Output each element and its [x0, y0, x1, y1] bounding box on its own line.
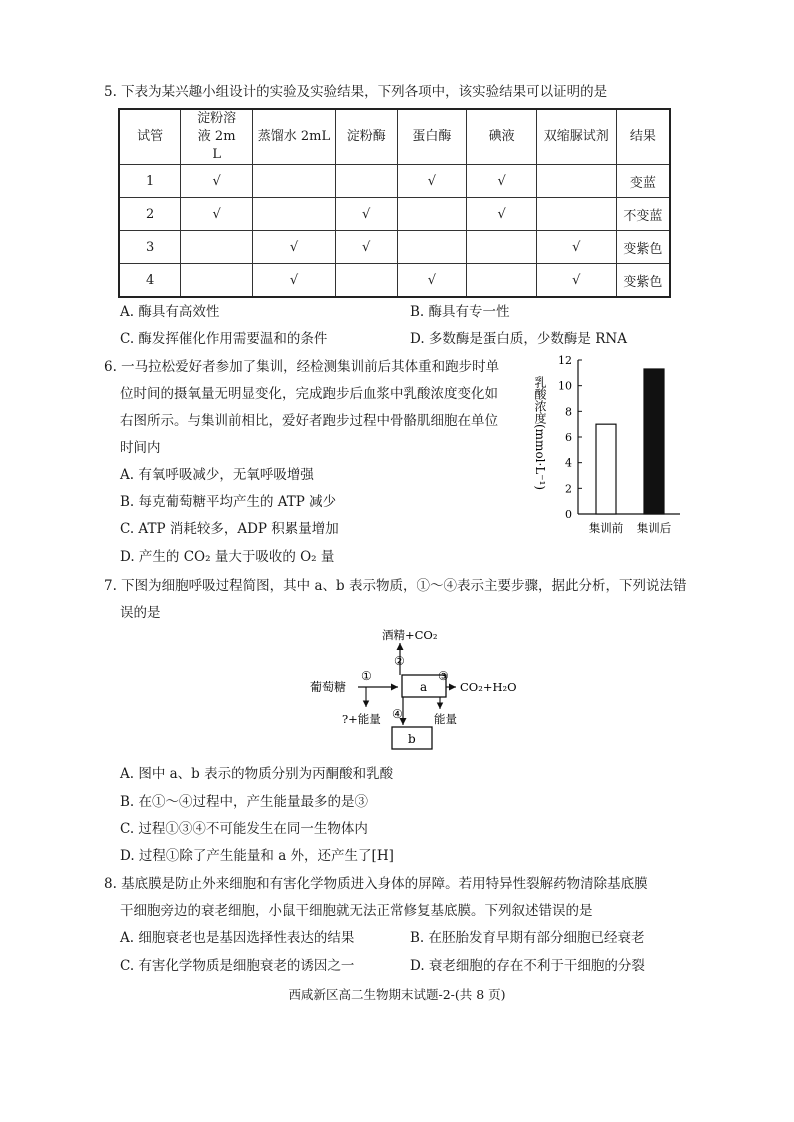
alcohol-label: 酒精+CO₂ [382, 628, 438, 642]
table-cell: √ [397, 165, 467, 198]
table-cell: √ [253, 231, 336, 264]
table-header: 淀粉酶 [335, 109, 397, 165]
respiration-diagram [270, 625, 540, 755]
table-cell [536, 198, 616, 231]
table-cell: √ [335, 231, 397, 264]
step3-label: ③ [438, 669, 449, 683]
table-header-row [119, 109, 670, 165]
table-header: 试管 [119, 109, 181, 165]
box-a-label: a [420, 680, 428, 694]
table-header: 蒸馏水 2mL [253, 109, 336, 165]
q5-option-d: D. 多数酶是蛋白质，少数酶是 RNA [410, 331, 627, 347]
q5-option-c: C. 酶发挥催化作用需要温和的条件 [120, 331, 328, 347]
table-header: 淀粉溶液 2mL [181, 109, 253, 165]
table-cell: √ [335, 198, 397, 231]
table-row [119, 231, 670, 264]
q8-option-d: D. 衰老细胞的存在不利于干细胞的分裂 [410, 958, 645, 974]
table-row [119, 198, 670, 231]
table-cell [181, 264, 253, 298]
bar-before-training [596, 424, 616, 514]
table-cell [397, 231, 467, 264]
table-cell: √ [181, 165, 253, 198]
table-row [119, 165, 670, 198]
q8-option-b: B. 在胚胎发育早期有部分细胞已经衰老 [410, 930, 645, 946]
table-cell: √ [467, 165, 537, 198]
q7-option-a: A. 图中 a、b 表示的物质分别为丙酮酸和乳酸 [120, 766, 394, 782]
y-tick-label: 4 [565, 456, 572, 470]
table-cell: √ [467, 198, 537, 231]
table-cell: 变紫色 [616, 231, 670, 264]
table-cell [467, 231, 537, 264]
glucose-label: 葡萄糖 [310, 680, 347, 694]
table-cell: 1 [119, 165, 181, 198]
category-label: 集训前 [588, 521, 624, 535]
energy2-label: 能量 [434, 712, 457, 726]
q8-option-a: A. 细胞衰老也是基因选择性表达的结果 [120, 930, 355, 946]
table-cell: 2 [119, 198, 181, 231]
q7-stem-line: 误的是 [120, 605, 161, 621]
table-cell [335, 165, 397, 198]
table-cell [536, 165, 616, 198]
table-cell: √ [397, 264, 467, 298]
q7-option-b: B. 在①～④过程中，产生能量最多的是③ [120, 794, 369, 810]
box-b-label: b [408, 732, 416, 746]
q6-option-c: C. ATP 消耗较多，ADP 积累量增加 [120, 521, 339, 537]
table-cell: √ [253, 264, 336, 298]
table-cell [253, 165, 336, 198]
lactic-acid-chart [530, 352, 690, 542]
table-cell [335, 264, 397, 298]
table-header: 结果 [616, 109, 670, 165]
y-tick-label: 6 [565, 431, 572, 444]
table-cell: 3 [119, 231, 181, 264]
table-header: 蛋白酶 [397, 109, 467, 165]
q6-stem-line: 6. 一马拉松爱好者参加了集训，经检测集训前后其体重和跑步时单 [104, 359, 500, 375]
bar-after-training [644, 369, 664, 514]
page-footer: 西咸新区高二生物期末试题-2-(共 8 页) [288, 987, 506, 1002]
q7-stem-line: 7. 下图为细胞呼吸过程简图，其中 a、b 表示物质，①～④表示主要步骤，据此分析，下列说法错 [104, 578, 687, 594]
y-tick-label: 0 [565, 508, 572, 521]
q5-option-b: B. 酶具有专一性 [410, 304, 510, 320]
q6-option-d: D. 产生的 CO₂ 量大于吸收的 O₂ 量 [120, 549, 335, 565]
q8-stem-line: 8. 基底膜是防止外来细胞和有害化学物质进入身体的屏障。若用特异性裂解药物清除基底膜 [104, 876, 648, 892]
category-label: 集训后 [636, 521, 672, 535]
table-cell [253, 198, 336, 231]
y-tick-label: 12 [558, 354, 572, 367]
table-cell: 4 [119, 264, 181, 298]
q8-stem-line: 干细胞旁边的衰老细胞，小鼠干细胞就无法正常修复基底膜。下列叙述错误的是 [120, 903, 593, 919]
y-tick-label: 8 [565, 405, 572, 419]
q6-stem-line: 右图所示。与集训前相比，爱好者跑步过程中骨骼肌细胞在单位 [120, 413, 498, 429]
step2-label: ② [394, 654, 405, 668]
table-row [119, 264, 670, 298]
table-cell: √ [181, 198, 253, 231]
table-cell [181, 231, 253, 264]
q5-option-a: A. 酶具有高效性 [120, 304, 220, 320]
table-header: 碘液 [467, 109, 537, 165]
table-cell: √ [536, 231, 616, 264]
energy1-label: ?+能量 [342, 712, 381, 726]
table-cell [467, 264, 537, 298]
q7-option-c: C. 过程①③④不可能发生在同一生物体内 [120, 821, 368, 837]
q6-stem-line: 位时间的摄氧量无明显变化，完成跑步后血浆中乳酸浓度变化如 [120, 386, 498, 402]
q8-option-c: C. 有害化学物质是细胞衰老的诱因之一 [120, 958, 355, 974]
table-cell: √ [536, 264, 616, 298]
table-header: 双缩脲试剂 [536, 109, 616, 165]
chart-y-label: 乳酸浓度(mmol·L⁻¹) [533, 376, 547, 491]
y-tick-label: 10 [558, 379, 572, 393]
q6-stem-line: 时间内 [120, 440, 161, 456]
table-cell: 变紫色 [616, 264, 670, 298]
step4-label: ④ [392, 707, 403, 721]
step1-label: ① [361, 669, 372, 683]
co2-h2o-label: CO₂+H₂O [460, 680, 517, 694]
q6-option-a: A. 有氧呼吸减少，无氧呼吸增强 [120, 467, 314, 483]
q5-stem: 5. 下表为某兴趣小组设计的实验及实验结果，下列各项中，该实验结果可以证明的是 [104, 84, 608, 100]
experiment-table [118, 108, 671, 298]
y-tick-label: 2 [565, 482, 572, 496]
table-cell [397, 198, 467, 231]
q6-option-b: B. 每克葡萄糖平均产生的 ATP 减少 [120, 494, 337, 510]
table-cell: 变蓝 [616, 165, 670, 198]
q7-option-d: D. 过程①除了产生能量和 a 外，还产生了[H] [120, 848, 394, 864]
table-cell: 不变蓝 [616, 198, 670, 231]
